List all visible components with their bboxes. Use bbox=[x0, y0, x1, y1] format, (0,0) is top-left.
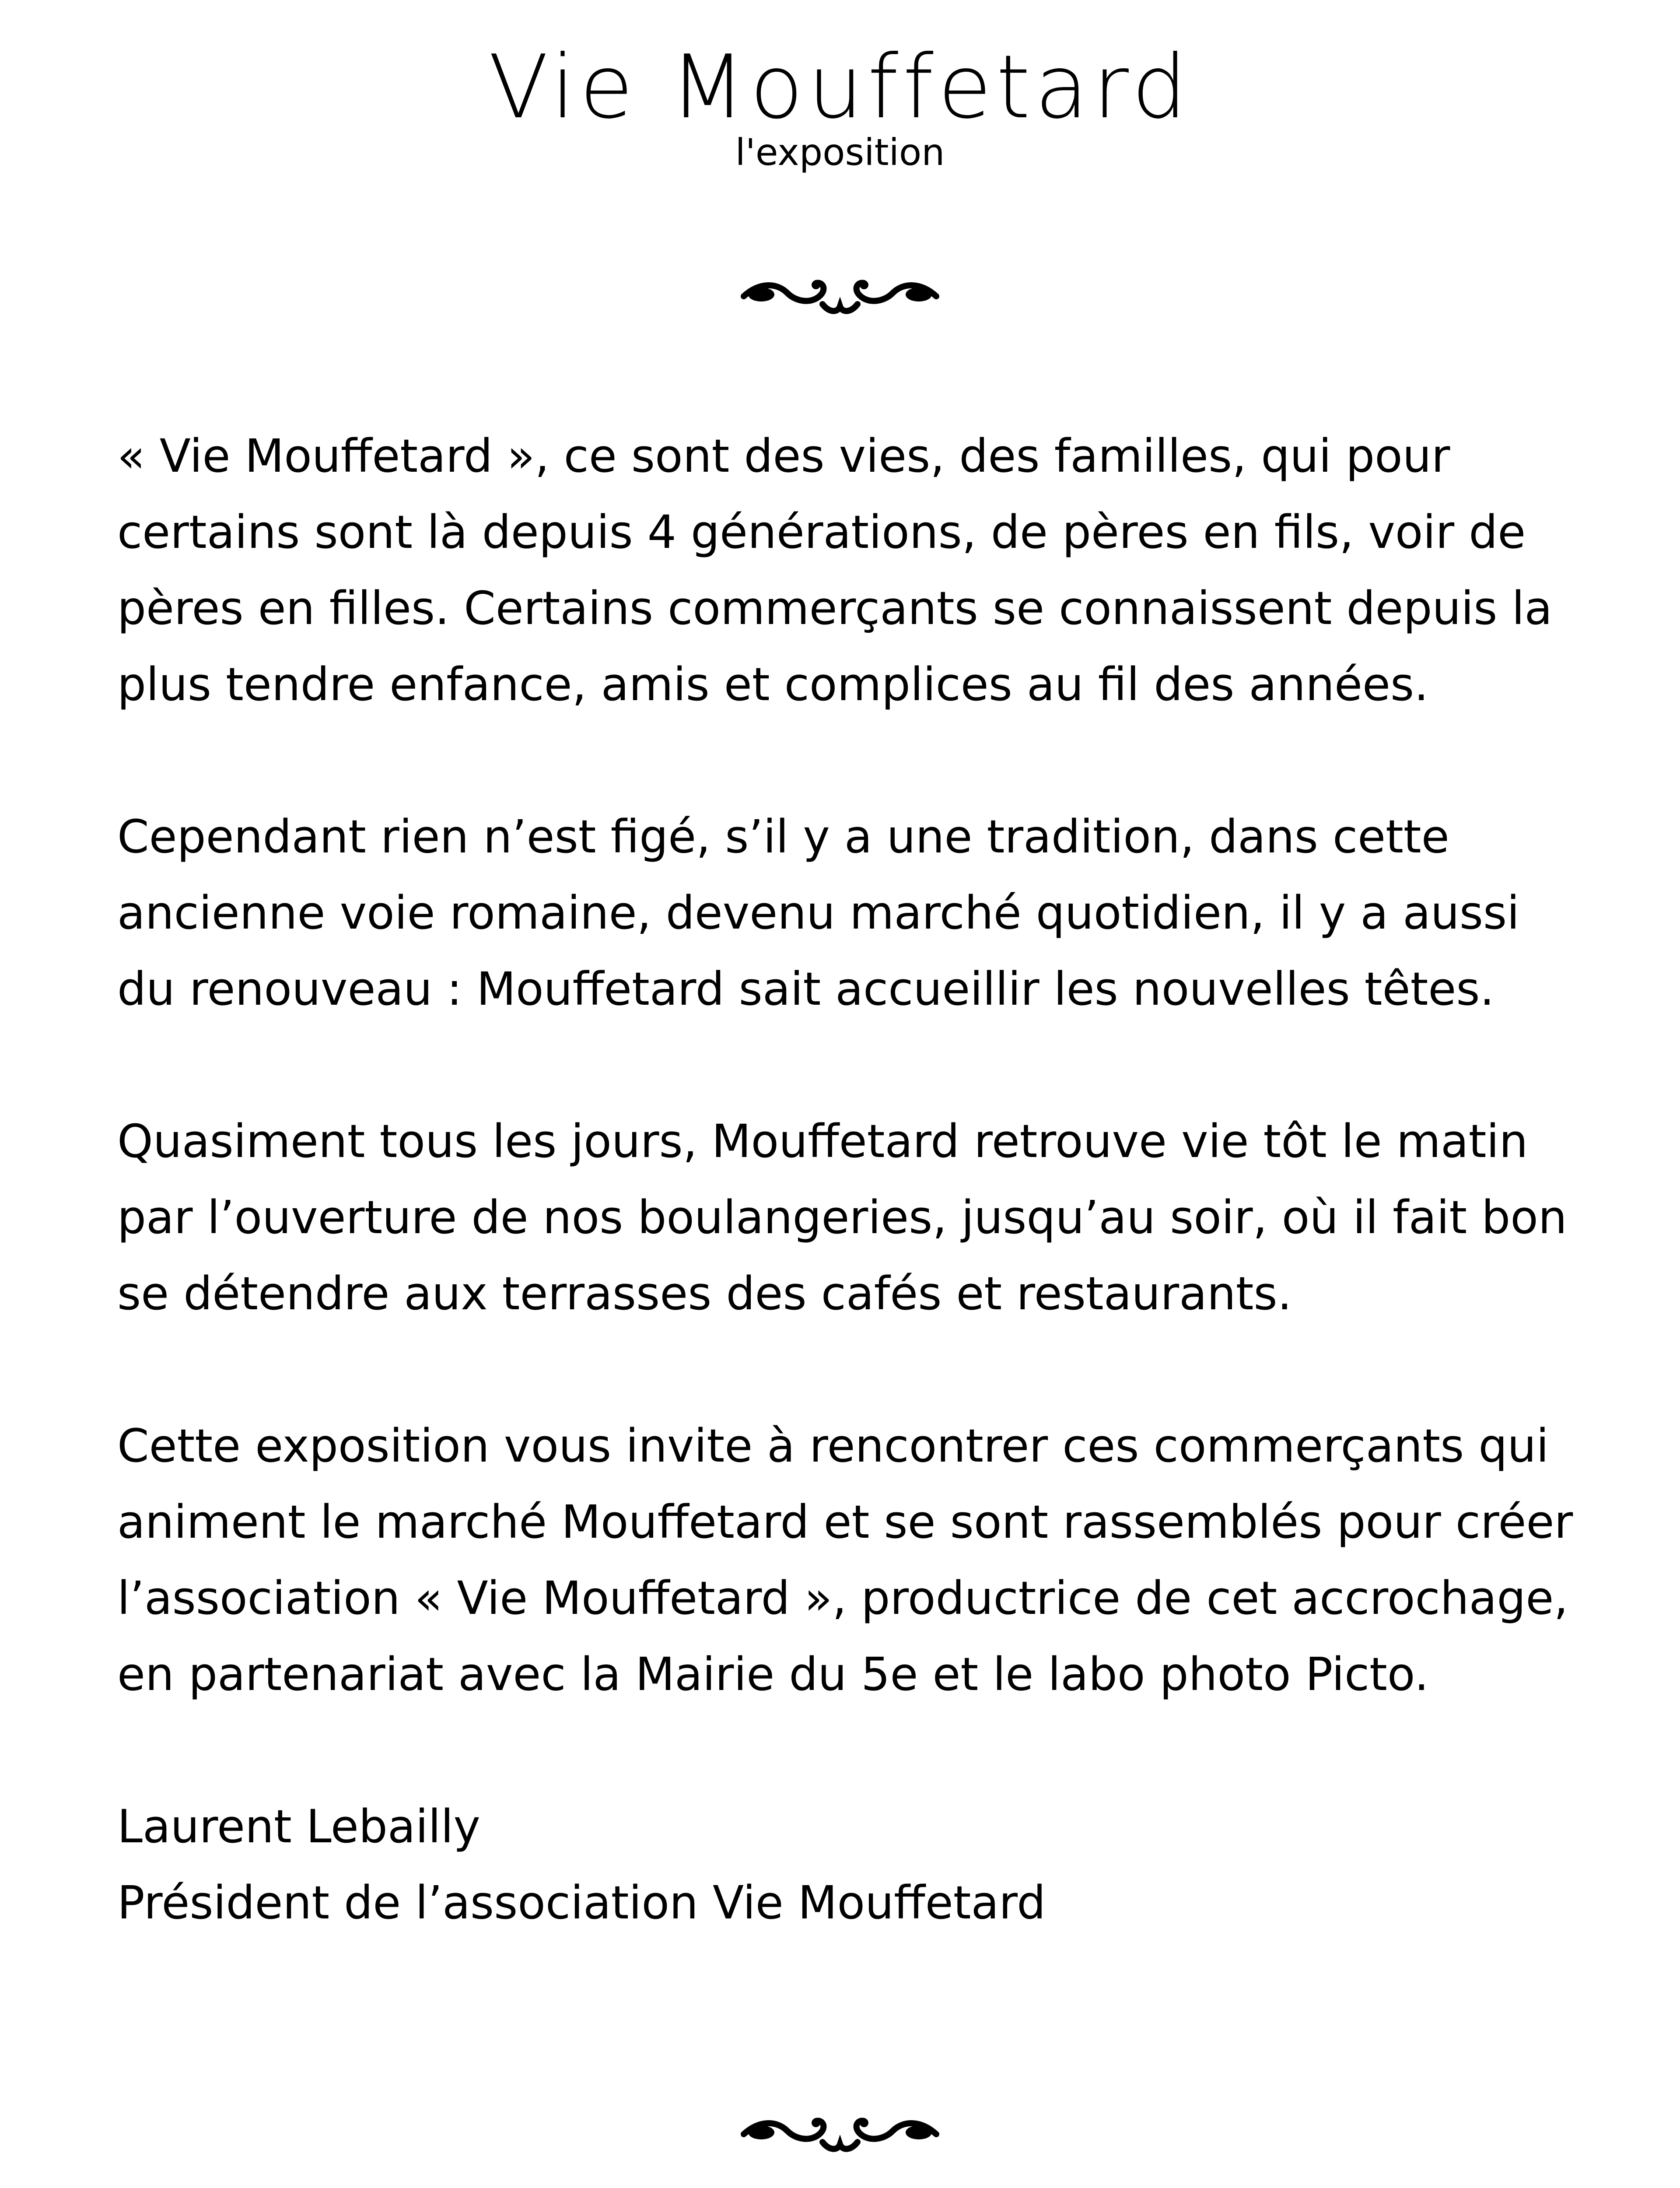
paragraph: Cette exposition vous invite à rencontrer ces commerçants qui animent le marché Mouffetard et se sont rassemblés pour créer l’association « Vie Mouffetard », productrice de cet accrochage, en partenariat avec la Mairie du 5e et le labo photo Picto. bbox=[117, 1419, 1573, 1701]
paragraph: Cependant rien n’est figé, s’il y a une tradition, dans cette ancienne voie romaine, devenu marché quotidien, il y a aussi du renouveau : Mouffetard sait accueillir les nouvelles têtes. bbox=[117, 810, 1520, 1016]
ornament-flourish-icon bbox=[735, 269, 945, 322]
paragraph: Quasiment tous les jours, Mouffetard retrouve vie tôt le matin par l’ouverture de nos boulangeries, jusqu’au soir, où il fait bon se détendre aux terrasses des cafés et restaurants. bbox=[117, 1115, 1567, 1320]
document-subtitle: l'exposition bbox=[735, 131, 945, 174]
body-text bbox=[117, 418, 1578, 1941]
signature bbox=[117, 1788, 1578, 1941]
signature-name: Laurent Lebailly bbox=[117, 1800, 480, 1853]
signature-role: Président de l’association Vie Mouffetard bbox=[117, 1876, 1046, 1929]
paragraph: « Vie Mouffetard », ce sont des vies, des familles, qui pour certains sont là depuis 4 générations, de pères en fils, voir de pères en filles. Certains commerçants se connaissent depuis la plus tendre enfance, amis et complices au fil des années. bbox=[117, 429, 1553, 711]
ornament-flourish-icon bbox=[735, 2107, 945, 2160]
document-title: Vie Mouffetard bbox=[488, 36, 1192, 138]
